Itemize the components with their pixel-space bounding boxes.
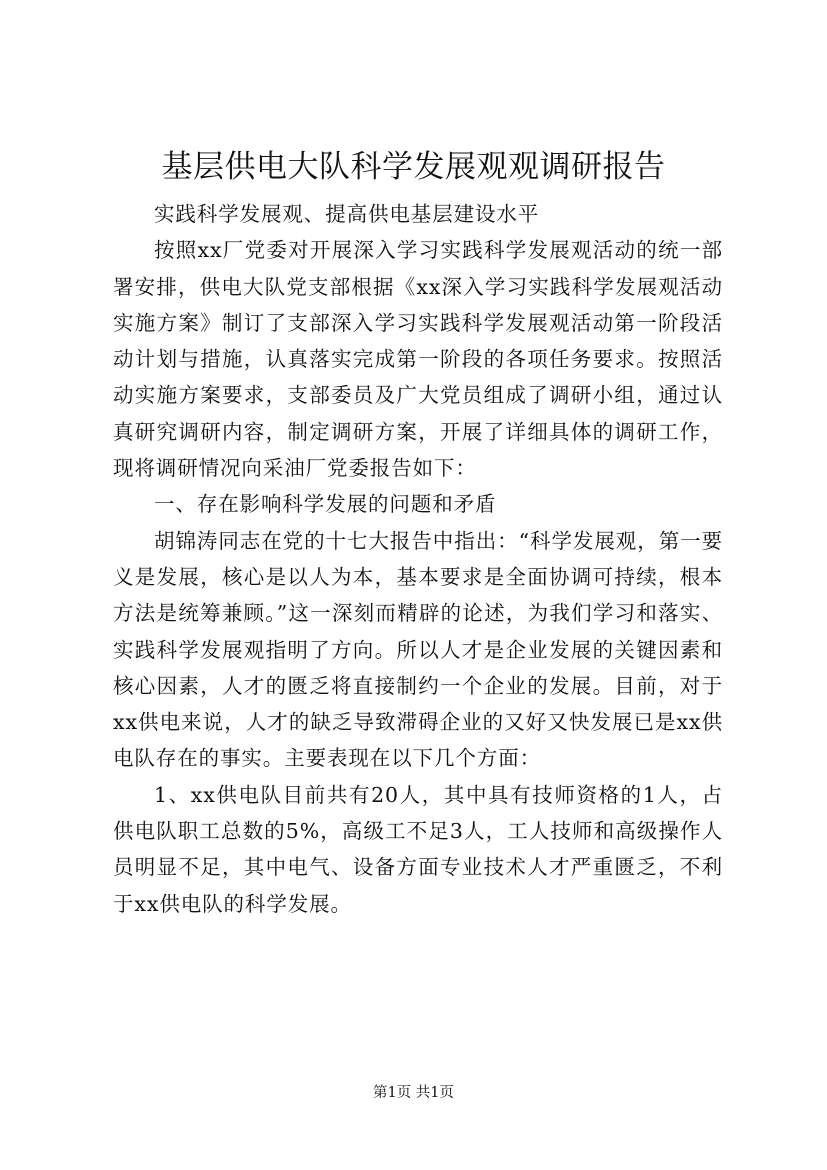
list-item-paragraph: 1、xx供电队目前共有20人，其中具有技师资格的1人，占供电队职工总数的5%，高级工不足3人，工人技师和高级操作人员明显不足，其中电气、设备方面专业技术人才严重匮乏，不利于xx供电队的科学发展。: [113, 782, 723, 916]
subtitle-paragraph: 实践科学发展观、提高供电基层建设水平: [154, 202, 540, 226]
document-body: [113, 196, 723, 922]
document-title: 基层供电大队科学发展观观调研报告: [161, 149, 666, 185]
intro-paragraph: 按照xx厂党委对开展深入学习实践科学发展观活动的统一部署安排，供电大队党支部根据《xx深入学习实践科学发展观活动实施方案》制订了支部深入学习实践科学发展观活动第一阶段活动计划与措施，认真落实完成第一阶段的各项任务要求。按照活动实施方案要求，支部委员及广大党员组成了调研小组，通过认真研究调研内容，制定调研方案，开展了详细具体的调研工作，现将调研情况向采油厂党委报告如下：: [113, 238, 723, 481]
body-paragraph: 胡锦涛同志在党的十七大报告中指出：“科学发展观，第一要义是发展，核心是以人为本，基本要求是全面协调可持续，根本方法是统筹兼顾。”这一深刻而精辟的论述，为我们学习和落实、实践科学发展观指明了方向。所以人才是企业发展的关键因素和核心因素，人才的匮乏将直接制约一个企业的发展。目前，对于xx供电来说，人才的缺乏导致滞碍企业的又好又快发展已是xx供电队存在的事实。主要表现在以下几个方面：: [113, 528, 723, 771]
page-number-footer: 第1页 共1页: [372, 1085, 455, 1101]
section-heading: 一、存在影响科学发展的问题和矛盾: [154, 492, 497, 517]
